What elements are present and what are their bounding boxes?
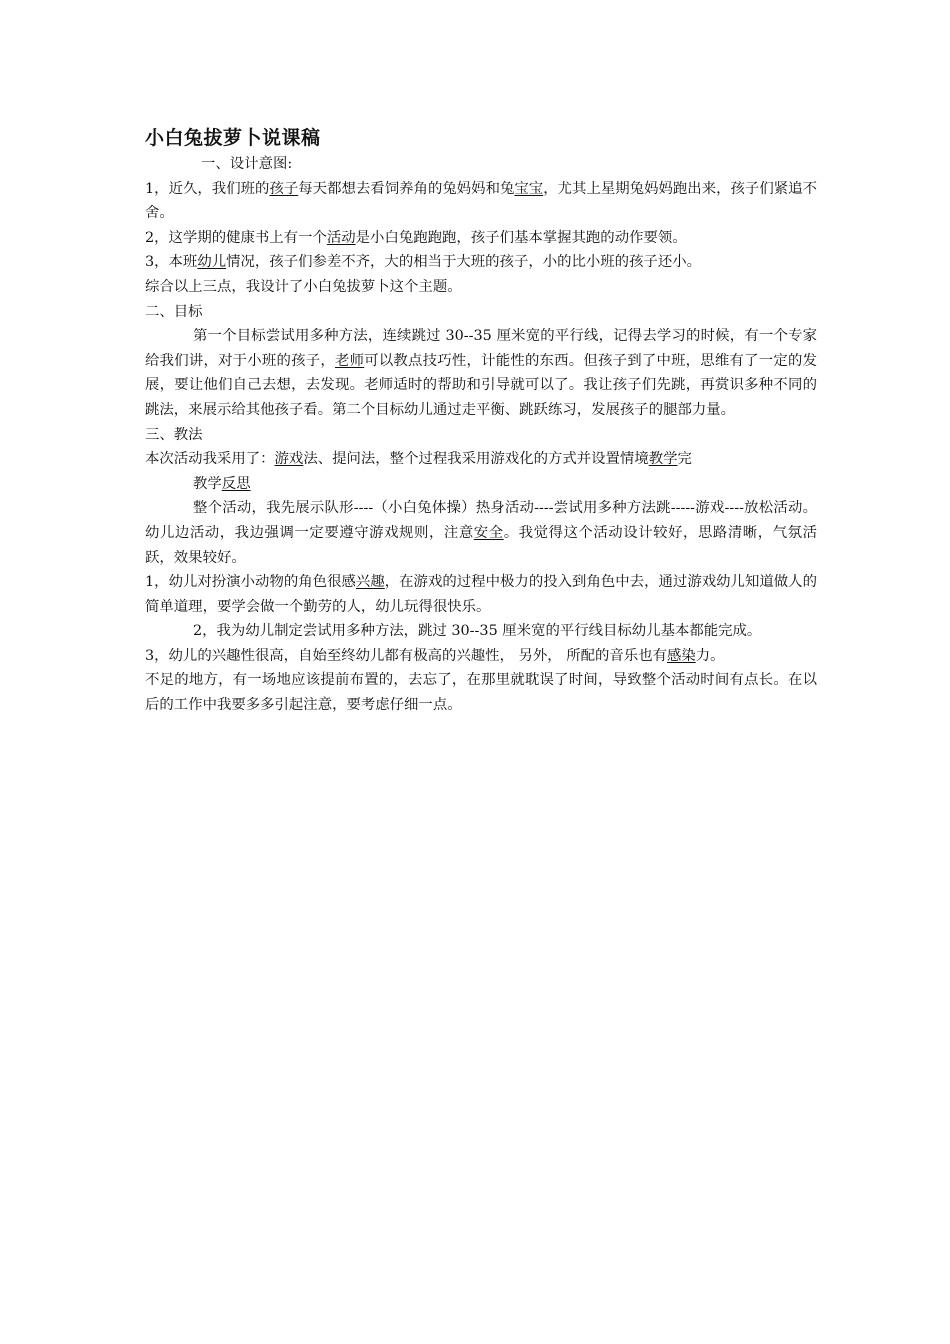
text-run: 1，近久，我们班的 <box>145 180 270 197</box>
text-run: 3，本班 <box>145 254 198 271</box>
paragraph-reflection-3 <box>145 644 817 669</box>
link-teacher[interactable]: 老师 <box>334 352 365 369</box>
link-reflection[interactable]: 反思 <box>221 475 251 492</box>
text-run: 力。 <box>695 647 725 664</box>
text-run: 。我觉得这个活动设计较好，思路清晰，气氛活跃，效果较好。 <box>145 524 817 566</box>
link-activity[interactable]: 活动 <box>326 229 356 246</box>
document-page <box>145 124 817 718</box>
text-run: 完 <box>677 451 692 468</box>
text-run: 2，这学期的健康书上有一个 <box>145 229 327 246</box>
paragraph-goals <box>145 324 817 422</box>
link-children[interactable]: 孩子 <box>269 180 299 197</box>
link-baby[interactable]: 宝宝 <box>514 180 544 197</box>
text-run: 法、提问法，整个过程我采用游戏化的方式并设置情境 <box>303 451 649 468</box>
text-run: 整个活动，我先展示队形----（小白兔体操）热身活动----尝试用多种方法跳-----游戏----放松活动。幼儿边活动，我边强调一定要遵守游戏规则，注意 <box>145 500 817 541</box>
document-title: 小白兔拔萝卜说课稿 <box>145 127 321 149</box>
paragraph-reflection-2: 2，我为幼儿制定尝试用多种方法，跳过 30--35 厘米宽的平行线目标幼儿基本都能完成。 <box>193 623 762 640</box>
text-run: 第一个目标尝试用多种方法，连续跳过 30--35 厘米宽的平行线，记得去学习的时候，有一个专家给我们讲，对于小班的孩子， <box>145 328 817 369</box>
text-run: ，在游戏的过程中极力的投入到角色中去，通过游戏幼儿知道做人的简单道理，要学会做一个勤劳的人，幼儿玩得很快乐。 <box>145 574 817 615</box>
text-run: 情况，孩子们参差不齐，大的相当于大班的孩子，小的比小班的孩子还小。 <box>226 254 702 271</box>
section-heading-design-intent: 一、设计意图: <box>201 156 293 172</box>
paragraph-shortcomings: 不足的地方，有一场地应该提前布置的，去忘了，在那里就耽误了时间，导致整个活动时间有点长。在以后的工作中我要多多引起注意，要考虑仔细一点。 <box>145 672 817 714</box>
text-run: 1，幼儿对扮演小动物的角色很感 <box>145 574 356 591</box>
text-run: 可以教点技巧性，计能性的东西。但孩子到了中班，思维有了一定的发展，要让他们自己去想，去发现。老师适时的帮助和引导就可以了。我让孩子们先跳，再赏识多种不同的跳法，来展示给其他孩子看。第二个目标幼儿通过走平衡、跳跃练习，发展孩子的腿部力量。 <box>145 352 817 418</box>
text-run: 教学 <box>193 475 222 492</box>
heading-teaching-reflection <box>145 472 817 497</box>
link-young-children[interactable]: 幼儿 <box>197 254 227 271</box>
link-safety[interactable]: 安全 <box>473 524 504 541</box>
text-run: ，尤其上星期兔妈妈跑出来，孩子们紧追不舍。 <box>145 180 817 222</box>
paragraph-methods <box>145 447 817 472</box>
link-interest[interactable]: 兴趣 <box>355 574 385 591</box>
paragraph-intent-3 <box>145 250 817 275</box>
paragraph-intent-summary: 综合以上三点，我设计了小白兔拔萝卜这个主题。 <box>145 278 462 295</box>
section-heading-goals: 二、目标 <box>145 303 203 320</box>
text-run: 是小白兔跑跑跑，孩子们基本掌握其跑的动作要领。 <box>355 229 687 246</box>
paragraph-reflection-1 <box>145 570 817 619</box>
paragraph-intent-2 <box>145 226 817 251</box>
text-run: 3，幼儿的兴趣性很高，自始至终幼儿都有极高的兴趣性， 另外， 所配的音乐也有 <box>145 647 667 664</box>
link-game[interactable]: 游戏 <box>274 451 304 468</box>
section-heading-methods: 三、教法 <box>145 426 203 443</box>
text-run: 每天都想去看饲养角的兔妈妈和兔 <box>298 180 515 197</box>
link-teaching[interactable]: 教学 <box>648 451 678 468</box>
paragraph-reflection-overview <box>145 496 817 570</box>
link-appeal[interactable]: 感染 <box>666 647 696 664</box>
text-run: 本次活动我采用了： <box>145 451 275 468</box>
paragraph-intent-1 <box>145 177 817 226</box>
